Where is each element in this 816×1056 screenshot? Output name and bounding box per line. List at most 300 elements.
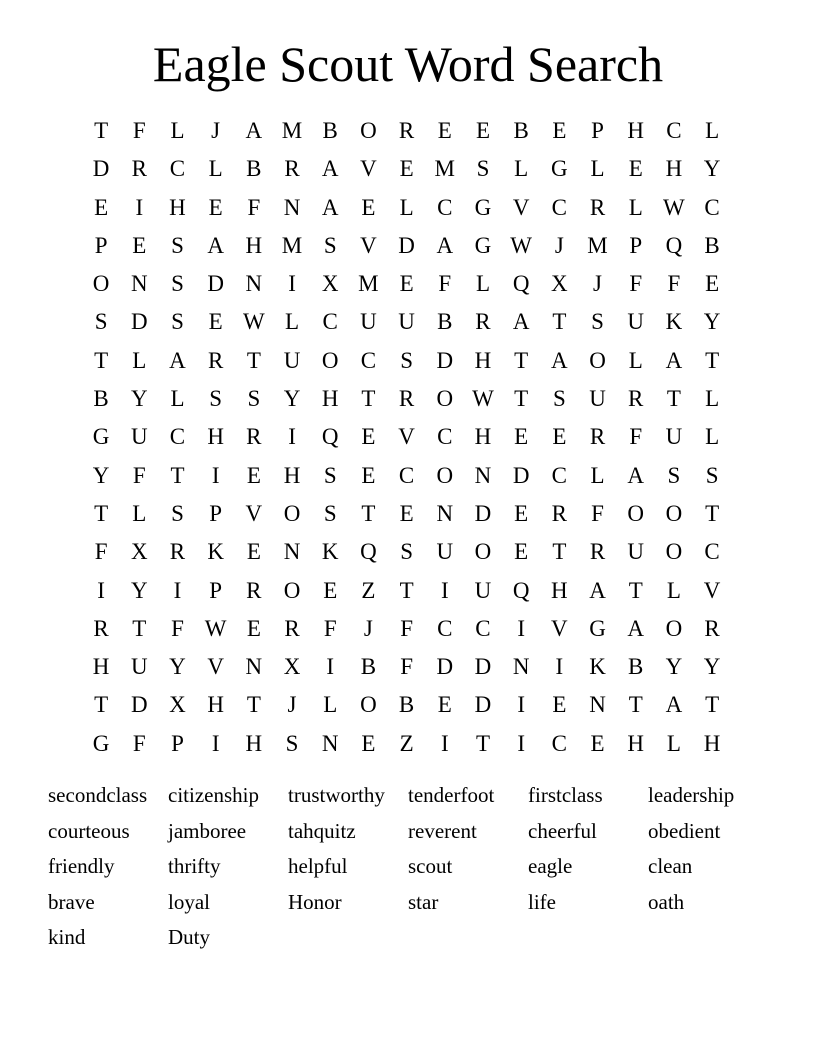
grid-letter[interactable]: N	[130, 271, 148, 297]
grid-letter[interactable]: F	[323, 615, 337, 641]
grid-letter[interactable]: L	[475, 271, 490, 297]
grid-letter[interactable]: J	[211, 118, 221, 143]
grid-letter[interactable]: D	[474, 500, 492, 526]
grid-letter[interactable]: B	[93, 386, 109, 412]
grid-letter[interactable]: Y	[703, 309, 721, 335]
grid-letter[interactable]: U	[130, 654, 148, 680]
grid-letter[interactable]: A	[512, 309, 530, 335]
grid-letter[interactable]: O	[283, 500, 301, 526]
grid-letter[interactable]: D	[130, 692, 148, 718]
grid-letter[interactable]: E	[514, 539, 529, 565]
grid-letter[interactable]: M	[358, 271, 379, 297]
grid-letter[interactable]: L	[590, 156, 605, 182]
grid-letter[interactable]: T	[552, 539, 567, 565]
grid-letter[interactable]: L	[285, 309, 300, 335]
grid-letter[interactable]: E	[475, 118, 490, 143]
word-list-item: tahquitz	[288, 818, 356, 843]
grid-letter[interactable]: C	[704, 539, 720, 565]
grid-letter[interactable]: X	[321, 271, 339, 297]
word-list-item: oath	[648, 889, 685, 914]
grid-letter[interactable]: S	[171, 232, 184, 258]
grid-letter[interactable]: B	[398, 692, 415, 718]
grid-letter[interactable]: P	[591, 118, 604, 143]
grid-letter[interactable]: X	[551, 271, 568, 297]
grid-letter[interactable]: T	[246, 692, 261, 718]
grid-letter[interactable]: T	[94, 692, 109, 718]
grid-letter[interactable]: L	[666, 730, 681, 756]
grid-letter[interactable]: D	[436, 347, 454, 373]
grid-letter[interactable]: V	[245, 500, 263, 526]
word-list-item: citizenship	[168, 783, 259, 807]
grid-letter[interactable]: C	[437, 424, 453, 450]
grid-letter[interactable]: T	[399, 577, 414, 603]
grid-letter[interactable]: H	[169, 194, 186, 220]
grid-letter[interactable]: N	[245, 654, 263, 680]
grid-letter[interactable]: D	[92, 156, 110, 182]
grid-letter[interactable]: G	[474, 232, 492, 258]
grid-letter[interactable]: I	[211, 730, 220, 756]
grid-letter[interactable]: H	[245, 232, 263, 258]
grid-letter[interactable]: Y	[283, 386, 301, 412]
grid-letter[interactable]: E	[590, 730, 605, 756]
grid-letter[interactable]: G	[589, 615, 606, 641]
grid-letter[interactable]: T	[705, 347, 720, 373]
grid-letter[interactable]: L	[514, 156, 529, 182]
grid-letter[interactable]: F	[667, 271, 681, 297]
grid-letter[interactable]: P	[629, 232, 643, 258]
grid-letter[interactable]: E	[552, 692, 567, 718]
grid-letter[interactable]: U	[436, 539, 454, 565]
grid-letter[interactable]: W	[242, 309, 265, 335]
grid-letter[interactable]: E	[361, 462, 376, 488]
grid-letter[interactable]: S	[323, 232, 337, 258]
grid-letter[interactable]: R	[284, 615, 300, 641]
grid-letter[interactable]: D	[207, 271, 224, 297]
grid-letter[interactable]: R	[93, 615, 109, 641]
grid-letter[interactable]: H	[665, 156, 683, 182]
grid-letter[interactable]: Q	[360, 539, 377, 565]
grid-letter[interactable]: T	[514, 347, 529, 373]
grid-letter[interactable]: H	[207, 692, 224, 718]
grid-letter[interactable]: G	[92, 730, 110, 756]
grid-letter[interactable]: I	[288, 424, 296, 450]
grid-letter[interactable]: T	[94, 500, 109, 526]
grid-letter[interactable]: L	[208, 156, 223, 182]
grid-letter[interactable]: O	[360, 692, 377, 718]
grid-letter[interactable]: E	[399, 156, 414, 182]
grid-letter[interactable]: U	[665, 424, 683, 450]
grid-letter[interactable]: A	[627, 615, 645, 641]
grid-letter[interactable]: I	[517, 692, 525, 718]
grid-letter[interactable]: Y	[665, 654, 683, 680]
grid-letter[interactable]: E	[437, 118, 452, 143]
grid-letter[interactable]: I	[288, 271, 296, 297]
grid-letter[interactable]: H	[321, 386, 339, 412]
grid-letter[interactable]: F	[132, 118, 146, 143]
grid-letter[interactable]: U	[283, 347, 301, 373]
grid-letter[interactable]: U	[589, 386, 606, 412]
grid-letter[interactable]: U	[360, 309, 377, 335]
grid-letter[interactable]: C	[551, 730, 568, 756]
grid-letter[interactable]: T	[132, 615, 147, 641]
grid-letter[interactable]: X	[130, 539, 148, 565]
grid-letter[interactable]: K	[665, 309, 683, 335]
grid-letter[interactable]: L	[666, 577, 681, 603]
grid-letter[interactable]: P	[94, 232, 108, 258]
grid-letter[interactable]: Q	[512, 577, 530, 603]
grid-letter[interactable]: W	[204, 615, 227, 641]
grid-letter[interactable]: V	[360, 156, 377, 182]
grid-letter[interactable]: R	[131, 156, 147, 182]
grid-letter[interactable]: C	[551, 462, 568, 488]
grid-letter[interactable]: C	[169, 156, 186, 182]
grid-letter[interactable]: I	[135, 194, 144, 220]
grid-letter[interactable]: S	[591, 309, 604, 335]
grid-letter[interactable]: T	[552, 309, 567, 335]
grid-letter[interactable]: R	[704, 615, 720, 641]
grid-letter[interactable]: F	[132, 462, 146, 488]
grid-letter[interactable]: V	[512, 194, 530, 220]
grid-letter[interactable]: L	[132, 500, 147, 526]
grid-letter[interactable]: Z	[399, 730, 414, 756]
grid-letter[interactable]: G	[92, 424, 110, 450]
grid-letter[interactable]: F	[591, 500, 604, 526]
grid-letter[interactable]: A	[665, 347, 683, 373]
grid-letter[interactable]: P	[171, 730, 184, 756]
grid-letter[interactable]: F	[132, 730, 146, 756]
grid-letter[interactable]: T	[94, 118, 109, 143]
grid-letter[interactable]: B	[513, 118, 529, 143]
grid-letter[interactable]: S	[705, 462, 719, 488]
grid-letter[interactable]: S	[94, 309, 108, 335]
grid-letter[interactable]: W	[472, 386, 494, 412]
grid-letter[interactable]: Y	[130, 577, 148, 603]
grid-letter[interactable]: I	[326, 654, 335, 680]
grid-letter[interactable]: F	[94, 539, 108, 565]
grid-letter[interactable]: T	[475, 730, 490, 756]
grid-letter[interactable]: B	[628, 654, 644, 680]
grid-letter[interactable]: S	[171, 500, 184, 526]
grid-letter[interactable]: D	[398, 232, 415, 258]
grid-letter[interactable]: O	[665, 500, 683, 526]
grid-letter[interactable]: D	[130, 309, 148, 335]
grid-letter[interactable]: B	[246, 156, 262, 182]
grid-letter[interactable]: A	[169, 347, 186, 373]
grid-letter[interactable]: K	[207, 539, 224, 565]
grid-letter[interactable]: I	[440, 730, 449, 756]
grid-letter[interactable]: S	[667, 462, 681, 488]
grid-letter[interactable]: O	[360, 118, 377, 143]
grid-letter[interactable]: S	[400, 539, 413, 565]
grid-letter[interactable]: E	[246, 539, 261, 565]
grid-letter[interactable]: V	[360, 232, 377, 258]
grid-letter[interactable]: H	[92, 654, 110, 680]
grid-letter[interactable]: S	[400, 347, 413, 373]
grid-letter[interactable]: U	[474, 577, 492, 603]
grid-letter[interactable]: L	[628, 194, 643, 220]
grid-letter[interactable]: K	[321, 539, 339, 565]
grid-letter[interactable]: E	[361, 194, 376, 220]
grid-letter[interactable]: A	[589, 577, 606, 603]
grid-letter[interactable]: R	[246, 577, 262, 603]
grid-letter[interactable]: T	[666, 386, 681, 412]
grid-letter[interactable]: I	[517, 615, 525, 641]
grid-letter[interactable]: C	[475, 615, 491, 641]
grid-letter[interactable]: M	[587, 232, 608, 258]
grid-letter[interactable]: E	[132, 232, 147, 258]
grid-letter[interactable]: T	[94, 347, 109, 373]
grid-letter[interactable]: S	[285, 730, 299, 756]
grid-letter[interactable]: M	[281, 118, 303, 143]
grid-letter[interactable]: H	[627, 118, 645, 143]
grid-letter[interactable]: B	[360, 654, 377, 680]
grid-letter[interactable]: E	[552, 118, 567, 143]
grid-letter[interactable]: C	[322, 309, 338, 335]
grid-letter[interactable]: F	[400, 654, 413, 680]
grid-letter[interactable]: O	[436, 386, 454, 412]
grid-letter[interactable]: E	[552, 424, 567, 450]
grid-letter[interactable]: T	[628, 577, 643, 603]
grid-letter[interactable]: C	[398, 462, 415, 488]
grid-letter[interactable]: F	[171, 615, 184, 641]
grid-letter[interactable]: Y	[703, 156, 721, 182]
grid-letter[interactable]: G	[474, 194, 492, 220]
grid-letter[interactable]: N	[245, 271, 263, 297]
grid-letter[interactable]: F	[400, 615, 413, 641]
grid-letter[interactable]: U	[627, 309, 645, 335]
grid-letter[interactable]: J	[554, 232, 564, 258]
grid-letter[interactable]: R	[398, 118, 415, 143]
grid-letter[interactable]: C	[666, 118, 682, 143]
grid-letter[interactable]: A	[551, 347, 568, 373]
grid-letter[interactable]: V	[398, 424, 415, 450]
grid-letter[interactable]: S	[171, 309, 184, 335]
grid-letter[interactable]: J	[363, 615, 373, 641]
grid-letter[interactable]: Z	[361, 577, 376, 603]
grid-letter[interactable]: H	[627, 730, 645, 756]
grid-letter[interactable]: I	[173, 577, 182, 603]
word-list-item: tenderfoot	[408, 783, 495, 807]
grid-letter[interactable]: A	[321, 156, 339, 182]
grid-letter[interactable]: I	[555, 654, 564, 680]
grid-letter[interactable]: O	[665, 615, 683, 641]
grid-letter[interactable]: O	[589, 347, 606, 373]
grid-letter[interactable]: T	[361, 386, 376, 412]
grid-letter[interactable]: R	[169, 539, 186, 565]
grid-letter[interactable]: U	[130, 424, 148, 450]
grid-letter[interactable]: B	[322, 118, 338, 143]
grid-letter[interactable]: X	[169, 692, 186, 718]
word-list-item: thrifty	[168, 854, 221, 879]
grid-letter[interactable]: O	[627, 500, 645, 526]
grid-letter[interactable]: N	[512, 654, 530, 680]
grid-letter[interactable]: R	[589, 539, 606, 565]
grid-letter[interactable]: H	[474, 347, 492, 373]
grid-letter[interactable]: L	[628, 347, 643, 373]
grid-letter[interactable]: E	[208, 194, 223, 220]
word-list-item: Duty	[168, 925, 210, 950]
grid-letter[interactable]: S	[323, 500, 337, 526]
grid-letter[interactable]: T	[170, 462, 185, 488]
grid-letter[interactable]: L	[170, 386, 185, 412]
grid-letter[interactable]: U	[398, 309, 415, 335]
grid-letter[interactable]: O	[283, 577, 301, 603]
grid-letter[interactable]: I	[211, 462, 220, 488]
grid-letter[interactable]: M	[434, 156, 455, 182]
grid-letter[interactable]: K	[589, 654, 606, 680]
grid-letter[interactable]: H	[283, 462, 301, 488]
grid-letter[interactable]: L	[705, 386, 720, 412]
grid-letter[interactable]: N	[589, 692, 606, 718]
grid-letter[interactable]: F	[629, 424, 643, 450]
grid-letter[interactable]: Q	[512, 271, 530, 297]
grid-letter[interactable]: T	[246, 347, 261, 373]
grid-letter[interactable]: L	[399, 194, 414, 220]
grid-letter[interactable]: Y	[169, 654, 186, 680]
grid-letter[interactable]: Q	[665, 232, 683, 258]
grid-letter[interactable]: E	[246, 462, 261, 488]
grid-letter[interactable]: A	[321, 194, 339, 220]
grid-letter[interactable]: B	[704, 232, 720, 258]
grid-letter[interactable]: E	[514, 424, 529, 450]
grid-letter[interactable]: T	[361, 500, 376, 526]
grid-letter[interactable]: O	[474, 539, 492, 565]
grid-letter[interactable]: I	[440, 577, 449, 603]
grid-letter[interactable]: L	[132, 347, 147, 373]
word-list-item: Honor	[288, 889, 342, 914]
grid-letter[interactable]: D	[474, 692, 492, 718]
grid-letter[interactable]: R	[551, 500, 568, 526]
grid-letter[interactable]: H	[551, 577, 568, 603]
grid-letter[interactable]: R	[284, 156, 300, 182]
grid-letter[interactable]: N	[283, 539, 301, 565]
grid-letter[interactable]: U	[627, 539, 645, 565]
grid-letter[interactable]: E	[399, 500, 414, 526]
grid-letter[interactable]: G	[551, 156, 568, 182]
grid-letter[interactable]: T	[628, 692, 643, 718]
grid-letter[interactable]: C	[437, 615, 453, 641]
grid-letter[interactable]: L	[170, 118, 185, 143]
grid-letter[interactable]: F	[629, 271, 643, 297]
grid-letter[interactable]: P	[209, 500, 223, 526]
grid-letter[interactable]: E	[323, 577, 338, 603]
grid-letter[interactable]: R	[475, 309, 491, 335]
grid-letter[interactable]: J	[287, 692, 297, 718]
grid-letter[interactable]: H	[207, 424, 224, 450]
grid-letter[interactable]: O	[665, 539, 683, 565]
grid-letter[interactable]: R	[207, 347, 224, 373]
grid-letter[interactable]: I	[517, 730, 525, 756]
grid-letter[interactable]: H	[245, 730, 263, 756]
grid-letter[interactable]: F	[438, 271, 452, 297]
grid-letter[interactable]: N	[436, 500, 454, 526]
grid-letter[interactable]: C	[169, 424, 186, 450]
grid-letter[interactable]: W	[663, 194, 685, 220]
grid-letter[interactable]: V	[703, 577, 721, 603]
grid-letter[interactable]: H	[474, 424, 492, 450]
grid-letter[interactable]: I	[97, 577, 105, 603]
grid-letter[interactable]: J	[593, 271, 602, 297]
grid-letter[interactable]: Y	[703, 654, 721, 680]
grid-letter[interactable]: O	[92, 271, 110, 297]
grid-letter[interactable]: A	[245, 118, 263, 143]
grid-letter[interactable]: S	[323, 462, 337, 488]
grid-letter[interactable]: E	[361, 730, 376, 756]
grid-letter[interactable]: E	[208, 309, 223, 335]
grid-letter[interactable]: R	[589, 194, 606, 220]
grid-letter[interactable]: R	[246, 424, 262, 450]
grid-letter[interactable]: Y	[92, 462, 110, 488]
grid-letter[interactable]: P	[209, 577, 223, 603]
grid-letter[interactable]: E	[399, 271, 414, 297]
word-list-item: jamboree	[168, 818, 247, 843]
grid-letter[interactable]: S	[247, 386, 261, 412]
grid-letter[interactable]: D	[512, 462, 530, 488]
grid-letter[interactable]: Q	[321, 424, 339, 450]
grid-letter[interactable]: E	[246, 615, 261, 641]
grid-letter[interactable]: E	[628, 156, 643, 182]
grid-letter[interactable]: Y	[130, 386, 148, 412]
grid-letter[interactable]: S	[552, 386, 566, 412]
grid-letter[interactable]: E	[94, 194, 109, 220]
grid-letter[interactable]: R	[628, 386, 644, 412]
grid-letter[interactable]: E	[361, 424, 376, 450]
grid-letter[interactable]: A	[436, 232, 454, 258]
word-list-item: courteous	[48, 818, 130, 843]
grid-letter[interactable]: O	[436, 462, 454, 488]
grid-letter[interactable]: R	[398, 386, 415, 412]
grid-letter[interactable]: R	[589, 424, 606, 450]
grid-letter[interactable]: T	[705, 692, 720, 718]
grid-letter[interactable]: W	[510, 232, 533, 258]
grid-letter[interactable]: T	[705, 500, 720, 526]
grid-letter[interactable]: V	[551, 615, 568, 641]
word-list-item: firstclass	[528, 783, 603, 807]
grid-letter[interactable]: N	[283, 194, 301, 220]
grid-letter[interactable]: S	[171, 271, 184, 297]
grid-letter[interactable]: S	[209, 386, 223, 412]
grid-letter[interactable]: A	[665, 692, 683, 718]
grid-letter[interactable]: H	[703, 730, 721, 756]
grid-letter[interactable]: L	[590, 462, 605, 488]
grid-letter[interactable]: O	[321, 347, 339, 373]
grid-letter[interactable]: N	[321, 730, 339, 756]
grid-letter[interactable]: S	[476, 156, 490, 182]
grid-letter[interactable]: D	[474, 654, 492, 680]
grid-letter[interactable]: C	[360, 347, 377, 373]
grid-letter[interactable]: E	[437, 692, 452, 718]
grid-letter[interactable]: N	[474, 462, 492, 488]
word-list-item: life	[528, 889, 556, 914]
grid-letter[interactable]: M	[281, 232, 303, 258]
grid-letter[interactable]: T	[514, 386, 529, 412]
grid-letter[interactable]: L	[705, 424, 720, 450]
grid-letter[interactable]: C	[437, 194, 453, 220]
grid-letter[interactable]: X	[283, 654, 301, 680]
grid-letter[interactable]: C	[704, 194, 720, 220]
grid-letter[interactable]: D	[436, 654, 454, 680]
grid-letter[interactable]: F	[247, 194, 261, 220]
grid-letter[interactable]: C	[551, 194, 568, 220]
grid-letter[interactable]: E	[705, 271, 720, 297]
grid-letter[interactable]: B	[437, 309, 453, 335]
grid-letter[interactable]: A	[627, 462, 645, 488]
grid-letter[interactable]: E	[514, 500, 529, 526]
grid-letter[interactable]: V	[207, 654, 224, 680]
grid-letter[interactable]: L	[705, 118, 720, 143]
grid-letter[interactable]: A	[207, 232, 224, 258]
grid-letter[interactable]: L	[323, 692, 338, 718]
